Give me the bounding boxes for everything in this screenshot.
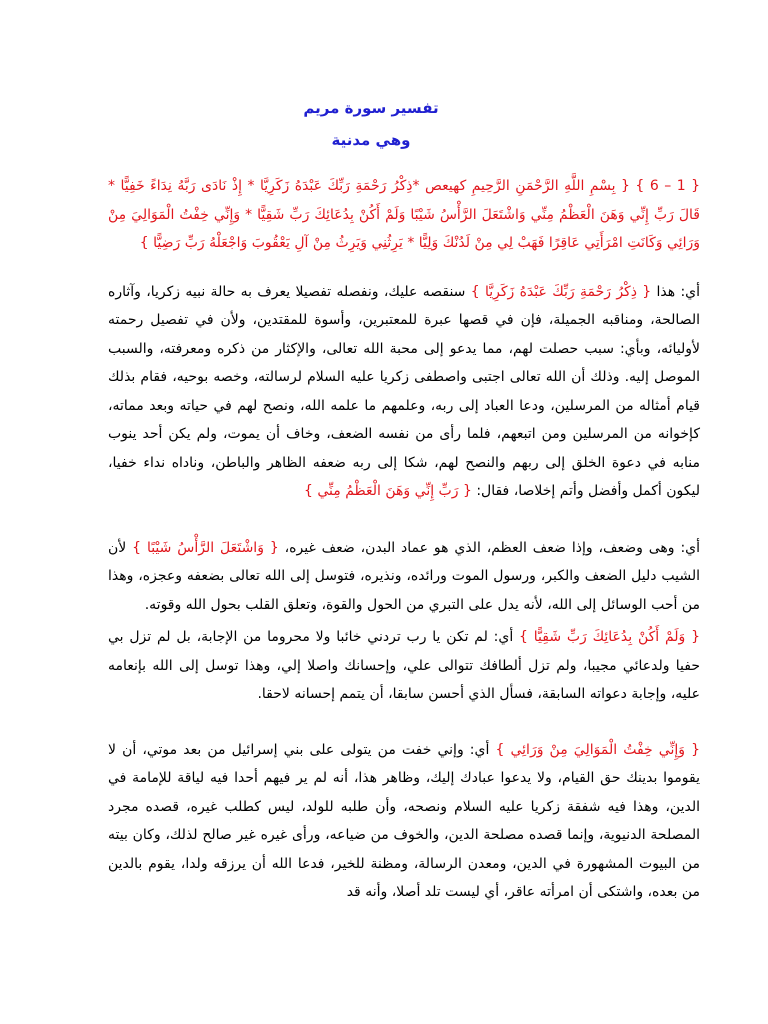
document-title: تفسير سورة مريم: [303, 99, 439, 117]
paragraph-body: سنقصه عليك، ونفصله تفصيلا يعرف به حالة نبيه زكريا، وآثاره الصالحة، ومناقبه الجميلة، فإن في قصها عبرة للمعتبرين، وأسوة للمقتدين، ولأن في تفصيل رحمته لأوليائه، وبأي: سبب حصلت لهم، مما يدعو إلى محبة الله تعالى، والإكثار من ذكره ومعرفته، والسبب الموصل إليه. وذلك أن الله تعالى اجتبى واصطفى زكريا عليه السلام لرسالته، وخصه بوحيه، فقام بذلك قيام أمثاله من المرسلين، ودعا العباد إلى ربه، وعلمهم ما علمه الله، ونصح لهم في حياته وبعد مماته، كإخوانه من المرسلين ومن اتبعهم، فلما رأى من نفسه الضعف، وخاف أن يموت، ولم يكن أحد ينوب منابه في دعوة الخلق إلى ربهم والنصح لهم، شكا إلى ربه ضعفه الظاهر والباطن، وناداه نداء خفيا، ليكون أكمل وأفضل وأتم إخلاصا، فقال:: [108, 283, 700, 499]
quran-quote: { ذِكْرُ رَحْمَةِ رَبِّكَ عَبْدَهُ زَكَرِيَّا }: [470, 283, 652, 300]
commentary-paragraph-4: [108, 736, 700, 907]
paragraph-body: لأن الشيب دليل الضعف والكبر، ورسول الموت ورائده، ونذيره، فتوسل إلى الله تعالى بضعفه وعجزه، وهذا من أحب الوسائل إلى الله، لأنه يدل على التبري من الحول والقوة، وتعلق القلب بحول الله وقوته.: [108, 539, 700, 613]
paragraph-body: أي: لم تكن يا رب تردني خائبا ولا محروما من الإجابة، بل لم تزل بي حفيا ولدعائي مجيبا، ولم تزل ألطافك تتوالى علي، وإحسانك واصلا إلي، وهذا توسل إلى الله بإنعامه عليه، وإجابة دعواته السابقة، فسأل الذي أحسن سابقا، أن يتمم إحسانه لاحقا.: [108, 629, 700, 702]
paragraph-lead: أي: وهى وضعف، وإذا ضعف العظم، الذي هو عماد البدن، ضعف غيره،: [284, 539, 701, 556]
paragraph-body: أي: وإني خفت من يتولى على بني إسرائيل من بعد موتي، أن لا يقوموا بدينك حق القيام، ولا يدعوا عبادك إليك، وظاهر هذا، أنه لم ير فيهم أحدا فيه لياقة للإمامة في الدين، وهذا فيه شفقة زكريا عليه السلام ونصحه، وأن طلبه للولد، ليس كطلب غيره، قصده مجرد المصلحة الدنيوية، وإنما قصده مصلحة الدين، والخوف من ضياعه، ورأى غيره غير صالح لذلك، وكان بيته من البيوت المشهورة في الدين، ومعدن الرسالة، ومظنة للخير، فدعا الله أن يرزقه ولدا، يقوم بالدين من بعده، واشتكى أن امرأته عاقر، أي ليست تلد أصلا، وأنه قد: [108, 741, 700, 900]
paragraph-lead: أي: هذا: [656, 283, 701, 300]
commentary-paragraph-1: [108, 278, 700, 506]
document-subtitle: وهي مدنية: [331, 131, 411, 149]
commentary-paragraph-3: [108, 623, 700, 709]
document-body: [108, 92, 700, 907]
quran-quote: { وَإِنِّي خِفْتُ الْمَوَالِيَ مِنْ وَرَائِي }: [495, 741, 701, 758]
quran-quote: { وَاشْتَعَلَ الرَّأْسُ شَيْبًا }: [132, 539, 279, 556]
quran-verses-block: { 1 – 6 } { بِسْمِ اللَّهِ الرَّحْمَنِ الرَّحِيمِ كهيعص *ذِكْرُ رَحْمَةِ رَبِّكَ عَبْدَهُ زَكَرِيَّا * إِذْ نَادَى رَبَّهُ نِدَاءً خَفِيًّا * قَالَ رَبِّ إِنِّي وَهَنَ الْعَظْمُ مِنِّي وَاشْتَعَلَ الرَّأْسُ شَيْبًا وَلَمْ أَكُنْ بِدُعَائِكَ رَبِّ شَقِيًّا * وَإِنِّي خِفْتُ الْمَوَالِيَ مِنْ وَرَائِي وَكَانَتِ امْرَأَتِي عَاقِرًا فَهَبْ لِي مِنْ لَدُنْكَ وَلِيًّا * يَرِثُنِي وَيَرِثُ مِنْ آلِ يَعْقُوبَ وَاجْعَلْهُ رَبِّ رَضِيًّا }: [108, 178, 701, 251]
commentary-paragraph-2: [108, 534, 700, 620]
quran-quote: { وَلَمْ أَكُنْ بِدُعَائِكَ رَبِّ شَقِيًّا }: [519, 629, 700, 645]
quran-quote: { رَبِّ إِنِّي وَهَنَ الْعَظْمُ مِنِّي }: [304, 483, 472, 499]
